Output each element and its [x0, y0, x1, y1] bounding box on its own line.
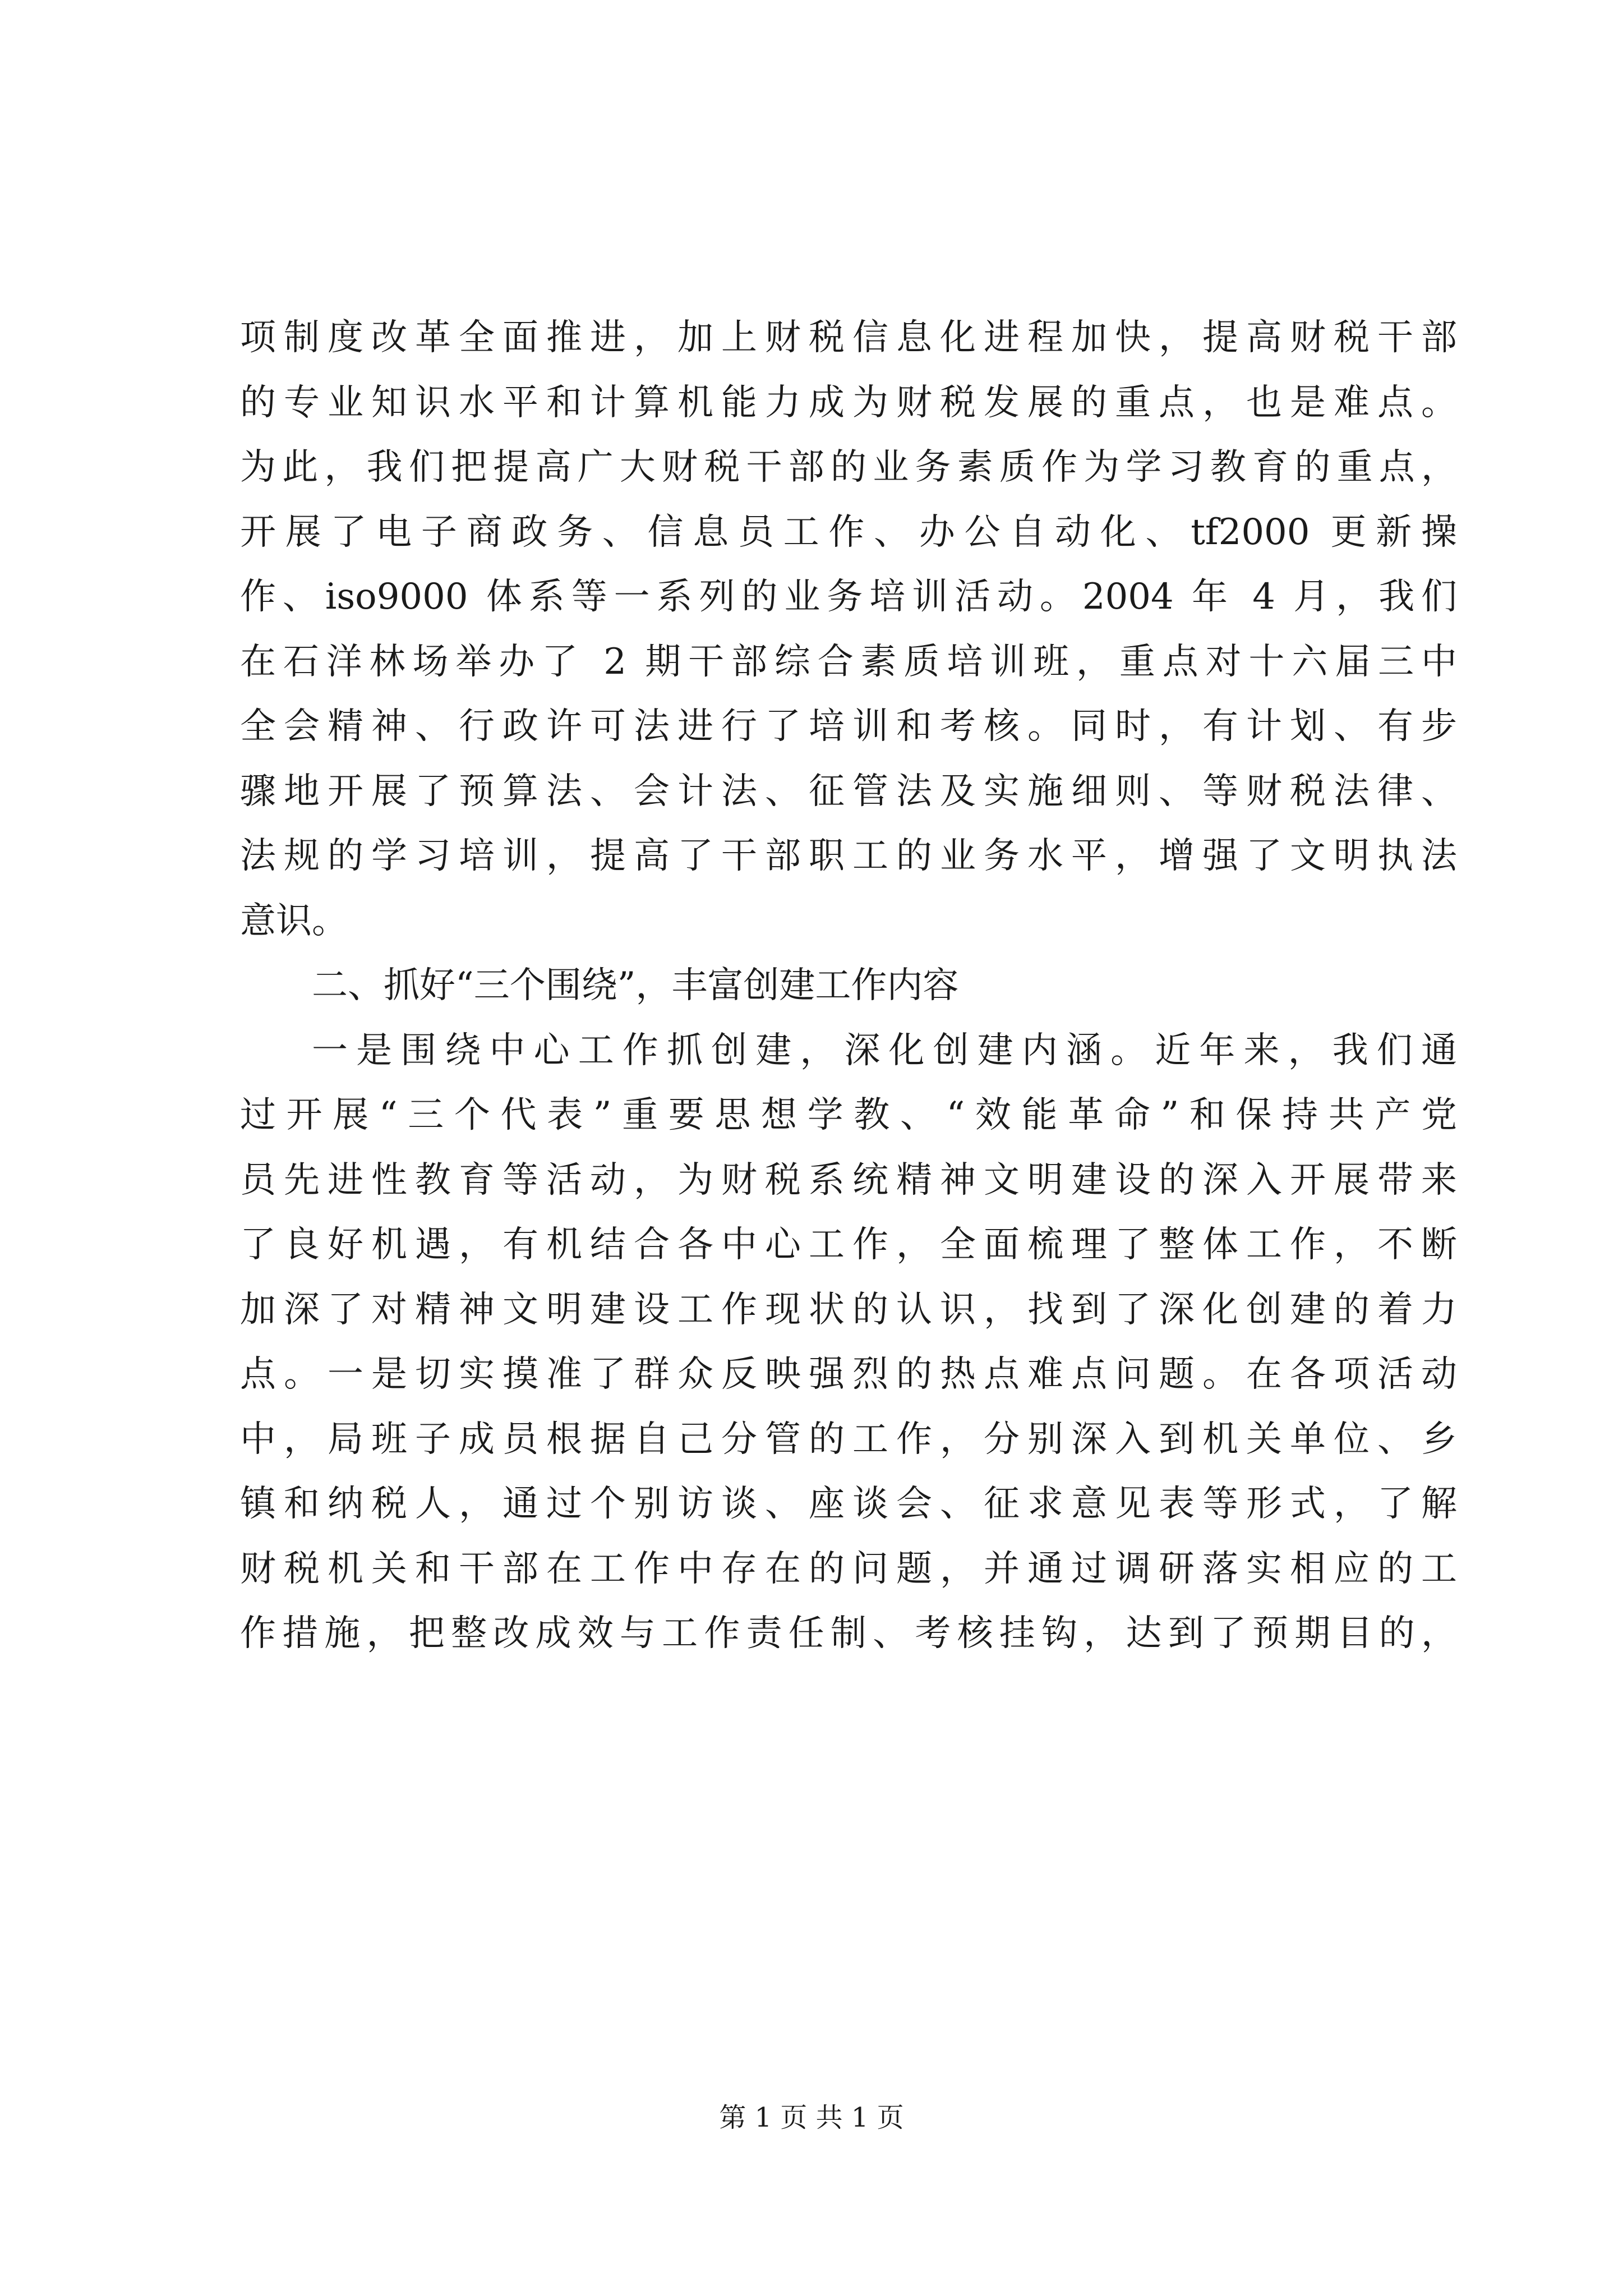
text-line: 作措施，把整改成效与工作责任制、考核挂钩，达到了预期目的，: [240, 1613, 1457, 1654]
text-line: 骤地开展了预算法、会计法、征管法及实施细则、等财税法律、: [240, 770, 1457, 812]
page-footer: 第 1 页 共 1 页: [719, 2102, 904, 2133]
text-line: 中，局班子成员根据自己分管的工作，分别深入到机关单位、乡: [240, 1418, 1457, 1460]
text-line: 镇和纳税人，通过个别访谈、座谈会、征求意见表等形式，了解: [240, 1483, 1457, 1525]
text-line: 项制度改革全面推进，加上财税信息化进程加快，提高财税干部: [240, 317, 1457, 358]
text-line: 开展了电子商政务、信息员工作、办公自动化、tf2000 更新操: [240, 511, 1457, 553]
text-line: 全会精神、行政许可法进行了培训和考核。同时，有计划、有步: [240, 706, 1457, 747]
text-line: 为此，我们把提高广大财税干部的业务素质作为学习教育的重点，: [240, 447, 1457, 488]
text-line: 过开展“三个代表”重要思想学教、“效能革命”和保持共产党: [240, 1094, 1457, 1136]
text-line: 一是围绕中心工作抓创建，深化创建内涵。近年来，我们通: [312, 1029, 1457, 1071]
text-line: 意识。: [240, 900, 348, 942]
text-line: 的专业知识水平和计算机能力成为财税发展的重点，也是难点。: [240, 381, 1457, 424]
text-line: 财税机关和干部在工作中存在的问题，并通过调研落实相应的工: [240, 1548, 1457, 1590]
body-text: [240, 306, 1457, 1667]
text-line: 点。一是切实摸准了群众反映强烈的热点难点问题。在各项活动: [240, 1354, 1457, 1395]
text-line: 加深了对精神文明建设工作现状的认识，找到了深化创建的着力: [240, 1289, 1457, 1331]
text-line: 法规的学习培训，提高了干部职工的业务水平，增强了文明执法: [240, 835, 1457, 877]
text-line: 员先进性教育等活动，为财税系统精神文明建设的深入开展带来: [240, 1159, 1457, 1201]
section-heading: 二、抓好“三个围绕”，丰富创建工作内容: [312, 965, 959, 1006]
text-line: 了良好机遇，有机结合各中心工作，全面梳理了整体工作，不断: [240, 1224, 1457, 1266]
text-line: 作、iso9000 体系等一系列的业务培训活动。2004 年 4 月，我们: [240, 576, 1457, 618]
text-line: 在石洋林场举办了 2 期干部综合素质培训班，重点对十六届三中: [240, 641, 1457, 683]
